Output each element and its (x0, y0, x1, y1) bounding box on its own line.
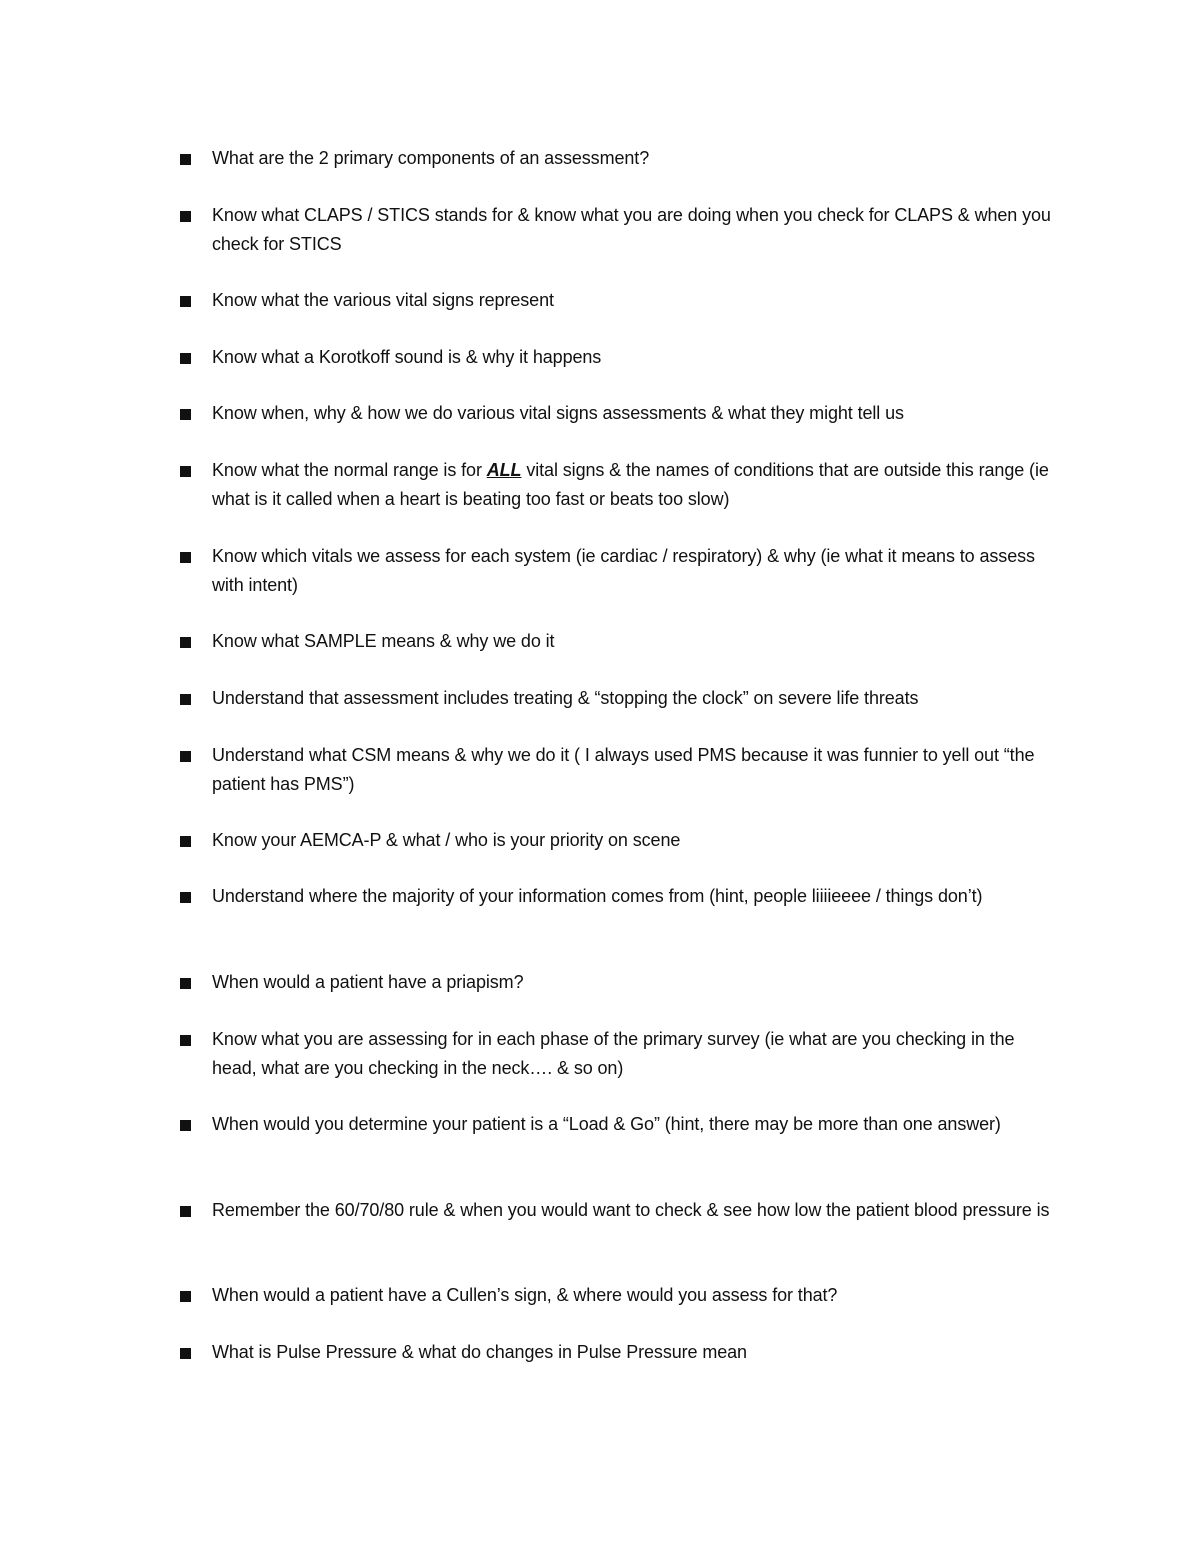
square-bullet-icon (180, 1120, 191, 1131)
list-item (180, 349, 1060, 372)
list-item-text: Know your AEMCA-P & what / who is your priority on scene (212, 830, 681, 850)
square-bullet-icon (180, 296, 191, 307)
list-item (180, 690, 1060, 713)
list-item-text: Know what the various vital signs represent (212, 290, 554, 310)
list-item-text: Know what SAMPLE means & why we do it (212, 631, 555, 651)
emphasis-all: ALL (486, 460, 522, 480)
square-bullet-icon (180, 552, 191, 563)
list-item (180, 1031, 1060, 1082)
list-item (180, 1116, 1060, 1139)
square-bullet-icon (180, 751, 191, 762)
square-bullet-icon (180, 892, 191, 903)
square-bullet-icon (180, 409, 191, 420)
list-item-text: Understand where the majority of your information comes from (hint, people liiiieeee / things don’t) (212, 886, 983, 906)
square-bullet-icon (180, 353, 191, 364)
list-item-text: When would a patient have a priapism? (212, 972, 524, 992)
list-item (180, 633, 1060, 656)
list-item-text-end: vital signs & the names of conditions that are outside this range (ie what is it called when a heart is beating too fast or beats too slow) (212, 460, 1049, 509)
list-item-text: What is Pulse Pressure & what do changes in Pulse Pressure mean (212, 1342, 747, 1362)
list-item (180, 462, 1060, 513)
list-item-text: Know when, why & how we do various vital signs assessments & what they might tell us (212, 403, 904, 423)
list-item-text: When would a patient have a Cullen’s sign, & where would you assess for that? (212, 1285, 838, 1305)
square-bullet-icon (180, 1291, 191, 1302)
square-bullet-icon (180, 1348, 191, 1359)
list-item-text: Know what you are assessing for in each phase of the primary survey (ie what are you checking in the head, what are you checking in the neck…. & so on) (212, 1029, 1015, 1078)
square-bullet-icon (180, 694, 191, 705)
square-bullet-icon (180, 637, 191, 648)
list-item-text: When would you determine your patient is a “Load & Go” (hint, there may be more than one answer) (212, 1114, 1001, 1134)
square-bullet-icon (180, 154, 191, 165)
square-bullet-icon (180, 1206, 191, 1217)
list-item (180, 974, 1060, 997)
square-bullet-icon (180, 836, 191, 847)
list-item-text: What are the 2 primary components of an assessment? (212, 148, 650, 168)
list-item (180, 1344, 1060, 1367)
list-item-text-start: Know what the normal range is for (212, 460, 487, 480)
list-item-text: Know what a Korotkoff sound is & why it happens (212, 347, 602, 367)
list-item-text: Understand what CSM means & why we do it ( I always used PMS because it was funnier to yell out “the patient has PMS”) (212, 745, 1035, 794)
list-item (180, 292, 1060, 315)
square-bullet-icon (180, 978, 191, 989)
list-item (180, 207, 1060, 258)
list-item (180, 1202, 1060, 1225)
list-item (180, 747, 1060, 798)
list-item (180, 1287, 1060, 1310)
square-bullet-icon (180, 211, 191, 222)
square-bullet-icon (180, 466, 191, 477)
list-item (180, 832, 1060, 855)
list-item (180, 405, 1060, 428)
list-item-text: Remember the 60/70/80 rule & when you would want to check & see how low the patient blood pressure is (212, 1200, 1050, 1220)
list-item (180, 150, 1060, 173)
list-item-text: Understand that assessment includes treating & “stopping the clock” on severe life threats (212, 688, 919, 708)
list-item (180, 548, 1060, 599)
list-item (180, 888, 1060, 911)
square-bullet-icon (180, 1035, 191, 1046)
list-item-text (212, 456, 1060, 513)
list-item-text: Know what CLAPS / STICS stands for & know what you are doing when you check for CLAPS & when you check for STICS (212, 205, 1051, 254)
list-item-text: Know which vitals we assess for each system (ie cardiac / respiratory) & why (ie what it means to assess with intent) (212, 546, 1035, 595)
